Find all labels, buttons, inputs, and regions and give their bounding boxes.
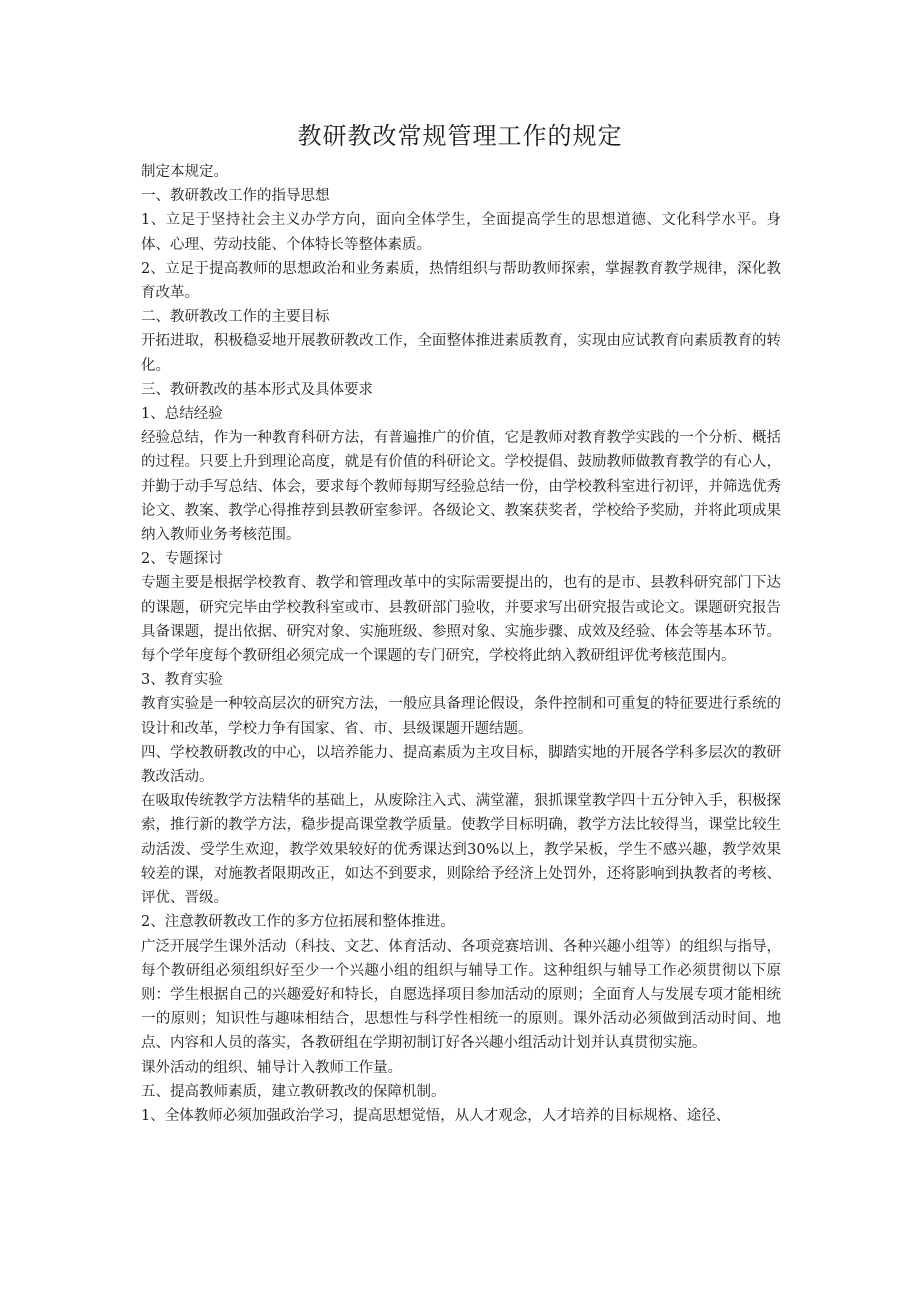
section-heading: 二、教研教改工作的主要目标 (141, 309, 330, 326)
document-title: 教研教改常规管理工作的规定 (297, 122, 623, 150)
document-body (141, 160, 781, 1128)
body-paragraph: 教育实验是一种较高层次的研究方法，一般应具备理论假设，条件控制和可重复的特征要进行系统的设计和改革，学校力争有国家、省、市、县级课题开题结题。 (141, 696, 781, 737)
section-heading: 四、学校教研教改的中心，以培养能力、提高素质为主攻目标，脚踏实地的开展各学科多层次的教研教改活动。 (141, 744, 781, 786)
body-paragraph: 1、立足于坚持社会主义办学方向，面向全体学生，全面提高学生的思想道德、文化科学水平。身体、心理、劳动技能、个体特长等整体素质。 (141, 212, 781, 253)
section-heading: 五、提高教师素质，建立教研教改的保障机制。 (141, 1083, 446, 1100)
body-paragraph: 课外活动的组织、辅导计入教师工作量。 (141, 1059, 402, 1076)
body-paragraph: 开拓进取，积极稳妥地开展教研教改工作，全面整体推进素质教育，实现由应试教育向素质教育的转化。 (141, 333, 781, 374)
body-paragraph: 2、立足于提高教师的思想政治和业务素质，热情组织与帮助教师探索，掌握教育教学规律，深化教育改革。 (141, 260, 781, 302)
body-paragraph: 经验总结，作为一种教育科研方法，有普遍推广的价值，它是教师对教育教学实践的一个分析、概括的过程。只要上升到理论高度，就是有价值的科研论文。学校提倡、鼓励教师做教育教学的有心人，并勤于动手写总结、体会，要求每个教师每期写经验总结一份，由学校教科室进行初评，并筛选优秀论文、教案、教学心得推荐到县教研室参评。各级论文、教案获奖者，学校给予奖励，并将此项成果纳入教师业务考核范围。 (141, 430, 781, 544)
section-heading: 三、教研教改的基本形式及具体要求 (141, 381, 373, 398)
body-paragraph: 1、全体教师必须加强政治学习，提高思想觉悟，从人才观念，人才培养的目标规格、途径、 (141, 1107, 731, 1124)
body-paragraph: 制定本规定。 (141, 164, 228, 180)
section-heading: 一、教研教改工作的指导思想 (141, 188, 330, 205)
body-paragraph: 专题主要是根据学校教育、教学和管理改革中的实际需要提出的，也有的是市、县教科研究部门下达的课题，研究完毕由学校教科室或市、县教研部门验收，并要求写出研究报告或论文。课题研究报告具备课题，提出依据、研究对象、实施班级、参照对象、实施步骤、成效及经验、体会等基本环节。每个学年度每个教研组必须完成一个课题的专门研究，学校将此纳入教研组评优考核范围内。 (141, 575, 781, 665)
subsection-heading: 2、专题探讨 (141, 551, 223, 568)
subsection-heading: 3、教育实验 (141, 672, 223, 689)
body-paragraph: 在吸取传统教学方法精华的基础上，从废除注入式、满堂灌，狠抓课堂教学四十五分钟入手，积极探索，推行新的教学方法，稳步提高课堂教学质量。使教学目标明确，教学方法比较得当，课堂比较生动活泼、受学生欢迎，教学效果较好的优秀课达到30%以上，教学呆板，学生不感兴趣，教学效果较差的课，对施教者限期改正，如达不到要求，则除给予经济上处罚外，还将影响到执教者的考核、评优、晋级。 (141, 793, 781, 907)
body-paragraph: 广泛开展学生课外活动（科技、文艺、体育活动、各项竞赛培训、各种兴趣小组等）的组织与指导，每个教研组必须组织好至少一个兴趣小组的组织与辅导工作。这种组织与辅导工作必须贯彻以下原则：学生根据自己的兴趣爱好和特长，自愿选择项目参加活动的原则；全面育人与发展专项才能相统一的原则；知识性与趣味相结合，思想性与科学性相统一的原则。课外活动必须做到活动时间、地点、内容和人员的落实，各教研组在学期初制订好各兴趣小组活动计划并认真贯彻实施。 (141, 938, 781, 1052)
subsection-heading: 1、总结经验 (141, 406, 223, 423)
subsection-heading: 2、注意教研教改工作的多方位拓展和整体推进。 (141, 914, 455, 931)
